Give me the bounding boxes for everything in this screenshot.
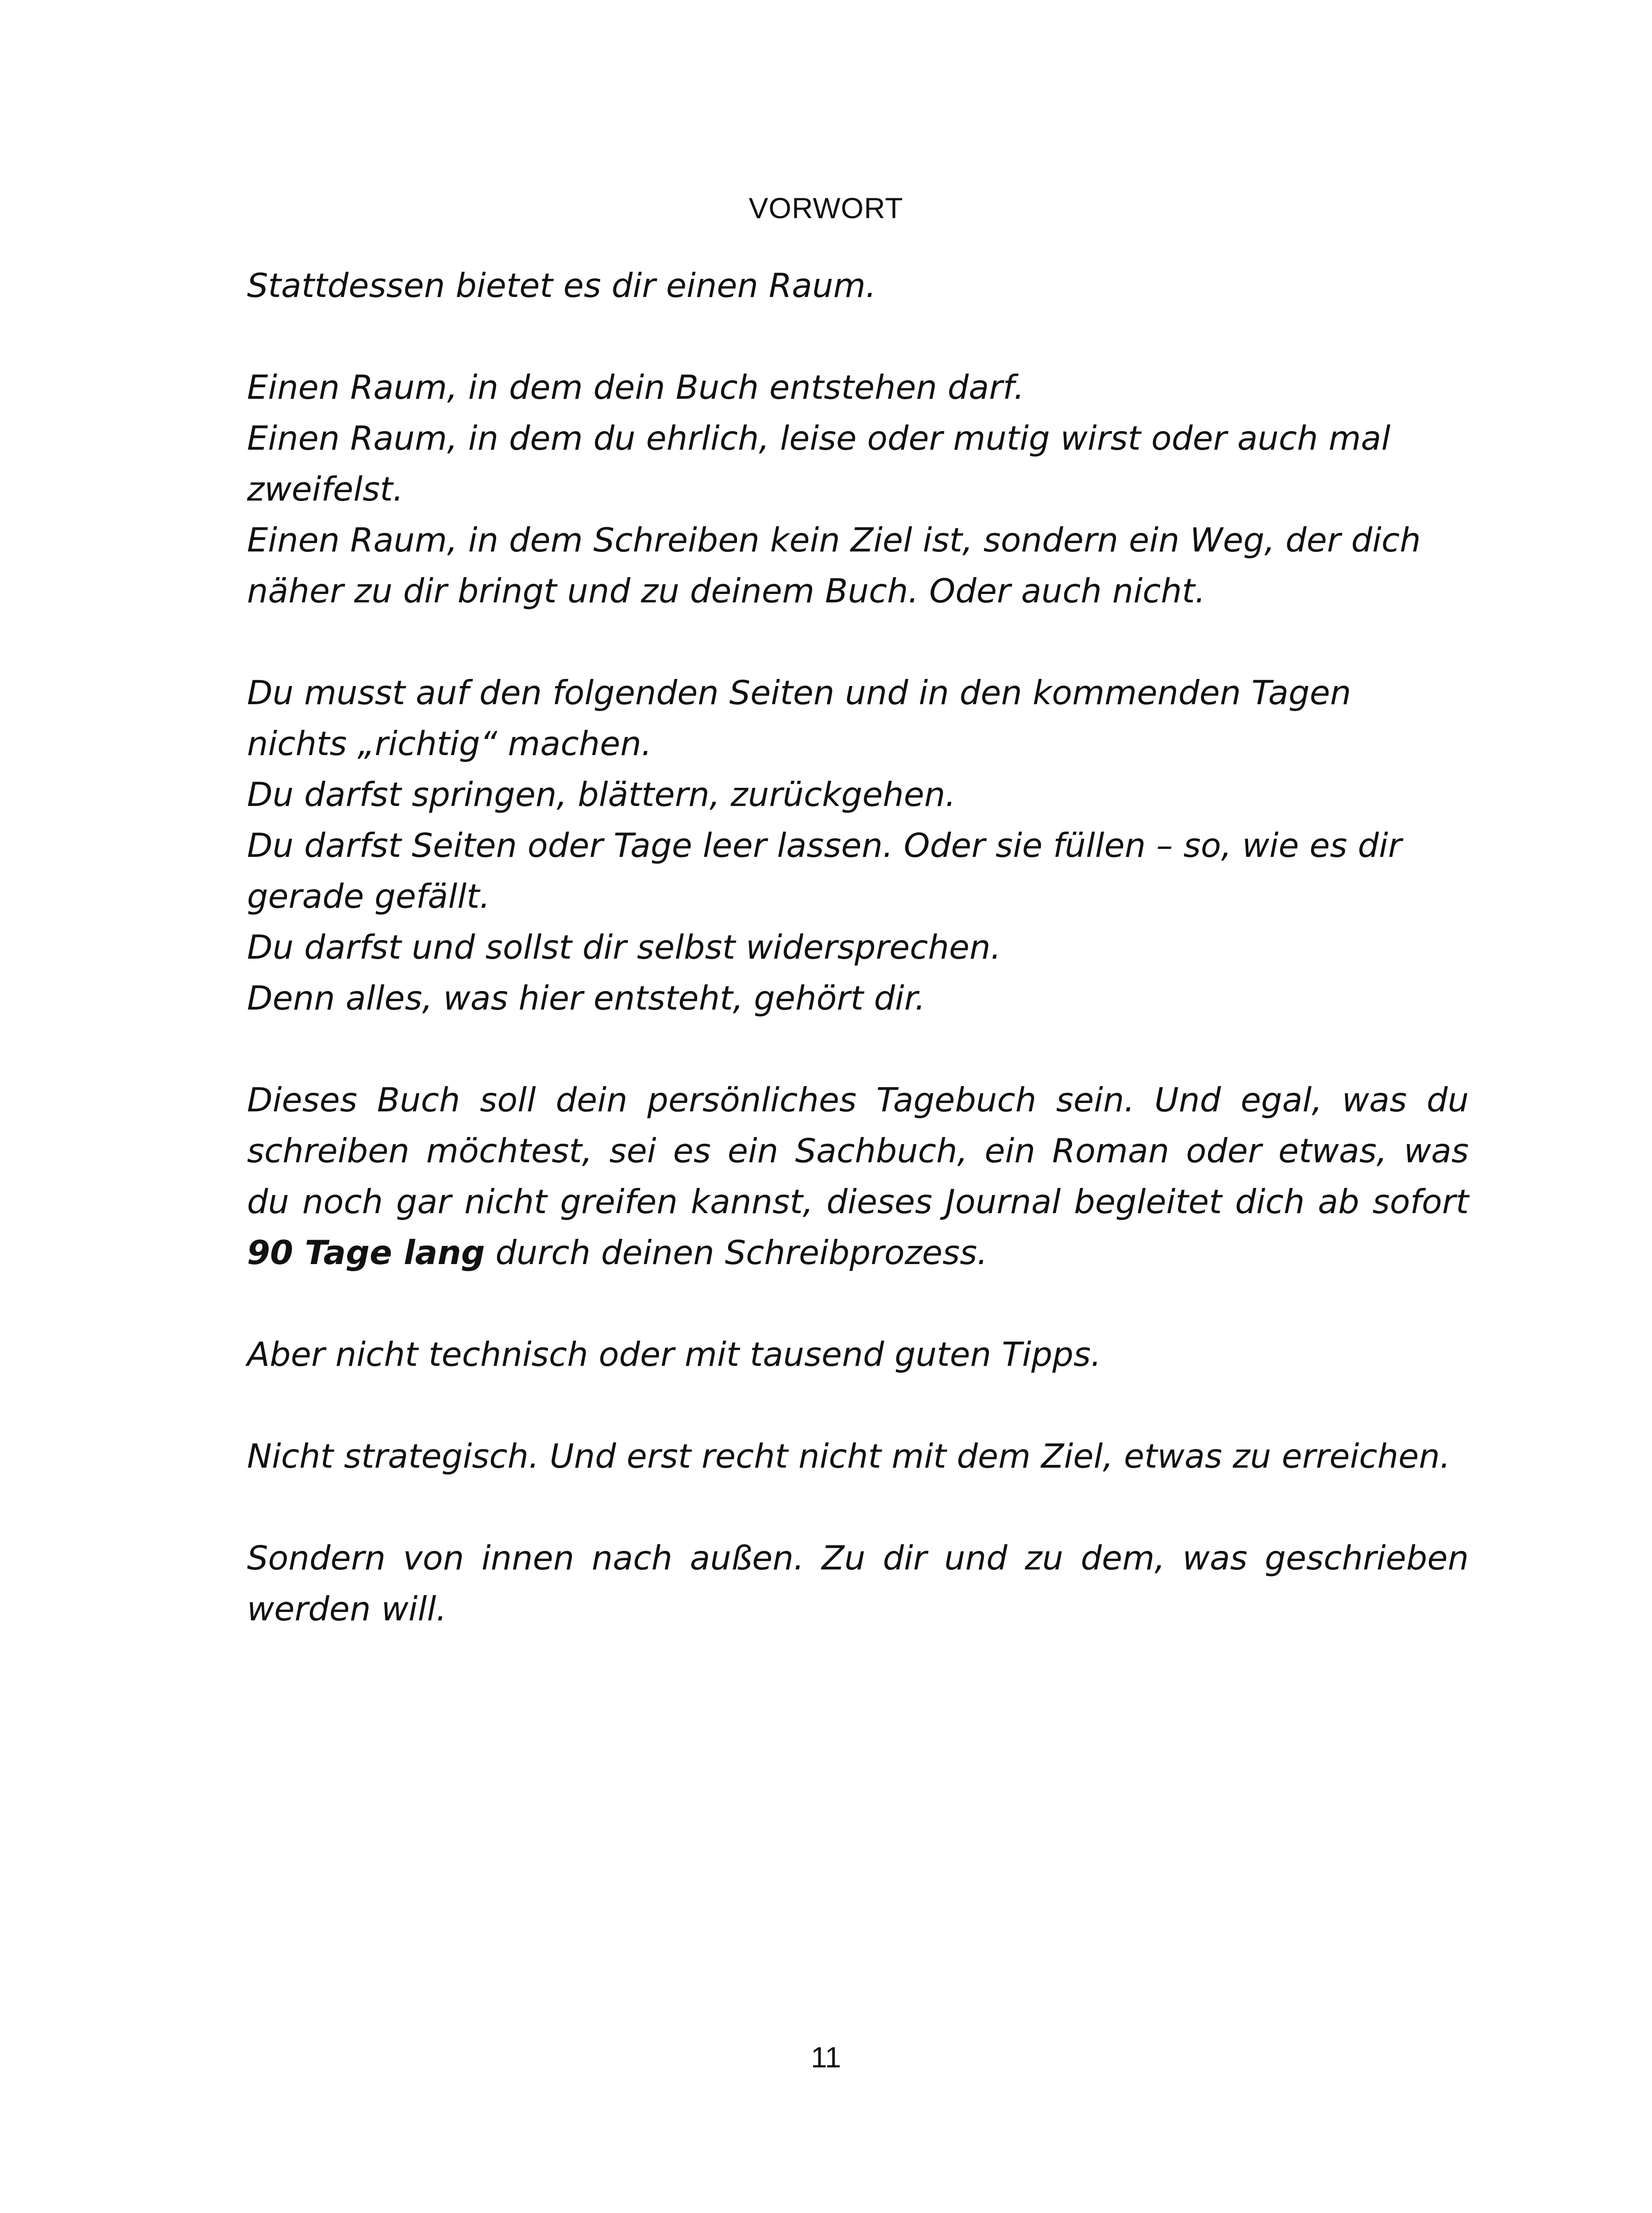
text-line: Sondern von innen nach außen. Zu dir und zu dem, was geschrieben xyxy=(247,1538,1469,1577)
paragraph-5 xyxy=(247,1329,1469,1380)
paragraph-7 xyxy=(247,1533,1469,1635)
body-text xyxy=(247,260,1469,1635)
text-line: Du darfst und sollst dir selbst widersprechen. xyxy=(247,928,1001,967)
running-head: VORWORT xyxy=(749,192,903,224)
text-line: Dieses Buch soll dein persönliches Tagebuch sein. Und egal, was du xyxy=(247,1080,1469,1119)
paragraph-4 xyxy=(247,1075,1469,1278)
page-number: 11 xyxy=(811,2041,841,2074)
text-line: Einen Raum, in dem Schreiben kein Ziel ist, sondern ein Weg, der dich xyxy=(247,520,1421,559)
emphasis-90-tage-lang: 90 Tage lang xyxy=(247,1233,485,1272)
text-line: werden will. xyxy=(247,1589,447,1628)
text-line-rest: durch deinen Schreibprozess. xyxy=(485,1233,988,1272)
text-line: näher zu dir bringt und zu deinem Buch. Oder auch nicht. xyxy=(247,571,1206,610)
text-line: nichts „richtig“ machen. xyxy=(247,724,652,763)
paragraph-3 xyxy=(247,667,1469,1024)
text-line: Einen Raum, in dem du ehrlich, leise oder mutig wirst oder auch mal xyxy=(247,419,1391,458)
text-line-with-emphasis xyxy=(247,1227,1469,1278)
text-line: Denn alles, was hier entsteht, gehört dir. xyxy=(247,979,926,1018)
text-line: Einen Raum, in dem dein Buch entstehen darf. xyxy=(247,368,1025,407)
text-line: Nicht strategisch. Und erst recht nicht mit dem Ziel, etwas zu erreichen. xyxy=(247,1437,1451,1476)
text-line: Du darfst Seiten oder Tage leer lassen. Oder sie füllen – so, wie es dir xyxy=(247,826,1402,865)
text-line: Stattdessen bietet es dir einen Raum. xyxy=(247,266,876,305)
paragraph-6 xyxy=(247,1431,1469,1482)
text-line: du noch gar nicht greifen kannst, dieses Journal begleitet dich ab sofort xyxy=(247,1182,1469,1221)
text-line: gerade gefällt. xyxy=(247,877,490,916)
paragraph-2 xyxy=(247,362,1469,617)
text-line: Du musst auf den folgenden Seiten und in den kommenden Tagen xyxy=(247,673,1351,712)
paragraph-1 xyxy=(247,260,1469,311)
text-line: schreiben möchtest, sei es ein Sachbuch, ein Roman oder etwas, was xyxy=(247,1131,1469,1170)
text-line: Aber nicht technisch oder mit tausend guten Tipps. xyxy=(247,1335,1101,1374)
text-line: zweifelst. xyxy=(247,470,404,509)
text-line: Du darfst springen, blättern, zurückgehen. xyxy=(247,775,956,814)
